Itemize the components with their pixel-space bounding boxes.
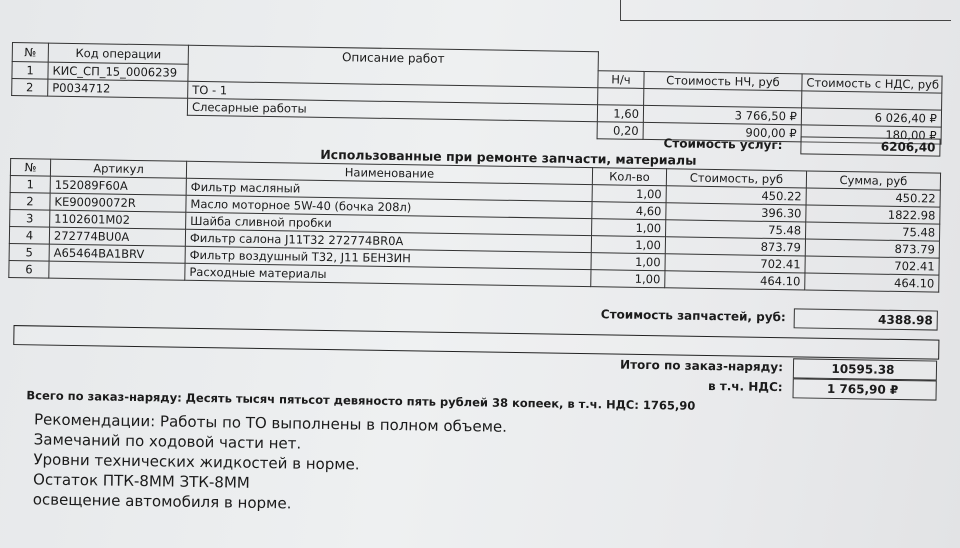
part-sum: 873.79 [805,239,939,258]
part-article: 272774BU0A [49,227,185,246]
header-num: № [10,158,50,176]
header-code: Код операции [48,43,188,64]
part-num: 4 [9,226,49,244]
part-sum: 702.41 [805,256,939,275]
part-num: 3 [10,209,50,227]
part-cost: 450.22 [666,186,806,205]
part-article: KE90090072R [50,193,186,212]
op-num: 2 [12,79,48,97]
work-order-document [4,42,947,537]
part-name: Расходные материалы [185,263,591,286]
part-num: 1 [10,175,50,193]
op-cost-vat: 180,00 ₽ [801,125,941,144]
op-cost-vat: 6 026,40 ₽ [801,108,941,127]
parts-title: Использованные при ремонте запчасти, материалы [320,146,697,168]
vat-label: в т.ч. НДС: [707,378,783,395]
part-name: Фильтр масляный [186,178,592,201]
op-nh [598,88,644,106]
header-sum: Сумма, руб [806,171,940,190]
header-num: № [12,43,48,63]
header-cost-nh: Стоимость НЧ, руб [644,71,802,90]
part-article: 152089F60A [50,176,186,195]
part-qty: 4,60 [592,202,666,220]
top-strip-frame [620,0,951,21]
op-desc: ТО - 1 [188,81,598,104]
part-qty: 1,00 [591,253,665,271]
part-sum: 75.48 [806,222,940,241]
part-name: Фильтр салона J11T32 272774BR0A [185,229,591,252]
header-nh: Н/ч [598,71,644,89]
op-num: 1 [12,62,48,80]
header-cost: Стоимость, руб [666,169,806,188]
op-nh: 0,20 [597,122,643,140]
part-num: 6 [9,260,49,278]
header-cost-vat: Стоимость с НДС, руб [802,74,942,93]
recommendation-line: Рекомендации: Работы по ТО выполнены в полном объеме. [33,410,508,436]
part-cost: 75.48 [666,220,806,239]
recommendation-line: Уровни технических жидкостей в норме. [33,450,360,474]
part-name: Масло моторное 5W-40 (бочка 208л) [186,195,592,218]
separator-bar [13,325,939,360]
part-cost: 873.79 [665,237,805,256]
header-name: Наименование [186,161,592,184]
op-code: P0034712 [48,79,188,98]
header-qty: Кол-во [592,168,666,186]
part-cost: 396.30 [666,203,806,222]
part-num: 2 [10,192,50,210]
part-name: Фильтр воздушный Т32, J11 БЕНЗИН [185,246,591,269]
parts-total-label: Стоимость запчастей, руб: [600,307,786,325]
operations-table [11,42,943,145]
part-sum: 1822.98 [806,205,940,224]
parts-total-value: 4388.98 [794,308,938,330]
op-nh: 1,60 [597,105,643,123]
part-article: A65464BA1BRV [49,244,185,263]
part-sum: 450.22 [806,188,940,207]
op-desc: Слесарные работы [187,98,597,121]
part-cost: 464.10 [665,271,805,290]
total-in-words: Всего по заказ-наряду: Десять тысяч пятьсот девяносто пять рублей 38 копеек, в т.ч. НДС: 1765,90 [26,388,696,413]
part-article: 1102601M02 [50,210,186,229]
part-name: Шайба сливной пробки [186,212,592,235]
recommendation-line: освещение автомобиля в норме. [32,490,292,513]
services-total-value: 6206,40 [800,136,940,156]
part-num: 5 [9,243,49,261]
op-cost-nh: 900,00 ₽ [643,122,801,141]
parts-table [8,158,941,293]
part-qty: 1,00 [591,270,665,288]
part-qty: 1,00 [592,185,666,203]
part-qty: 1,00 [592,219,666,237]
part-sum: 464.10 [805,273,939,292]
services-total-label: Стоимость услуг: [663,136,783,153]
header-article: Артикул [50,159,186,178]
order-total-value: 10595.38 [793,358,937,380]
part-cost: 702.41 [665,254,805,273]
header-desc: Описание работ [188,45,599,87]
vat-value: 1 765,90 ₽ [792,378,936,400]
part-qty: 1,00 [591,236,665,254]
recommendation-line: Остаток ПТК-8ММ ЗТК-8ММ [32,470,250,492]
op-code: КИС_СП_15_0006239 [48,62,188,81]
op-cost-nh: 3 766,50 ₽ [643,105,801,124]
op-cost-vat [802,91,942,110]
order-total-label: Итого по заказ-наряду: [619,357,784,375]
recommendation-line: Замечаний по ходовой части нет. [33,430,302,453]
part-article [49,261,185,280]
